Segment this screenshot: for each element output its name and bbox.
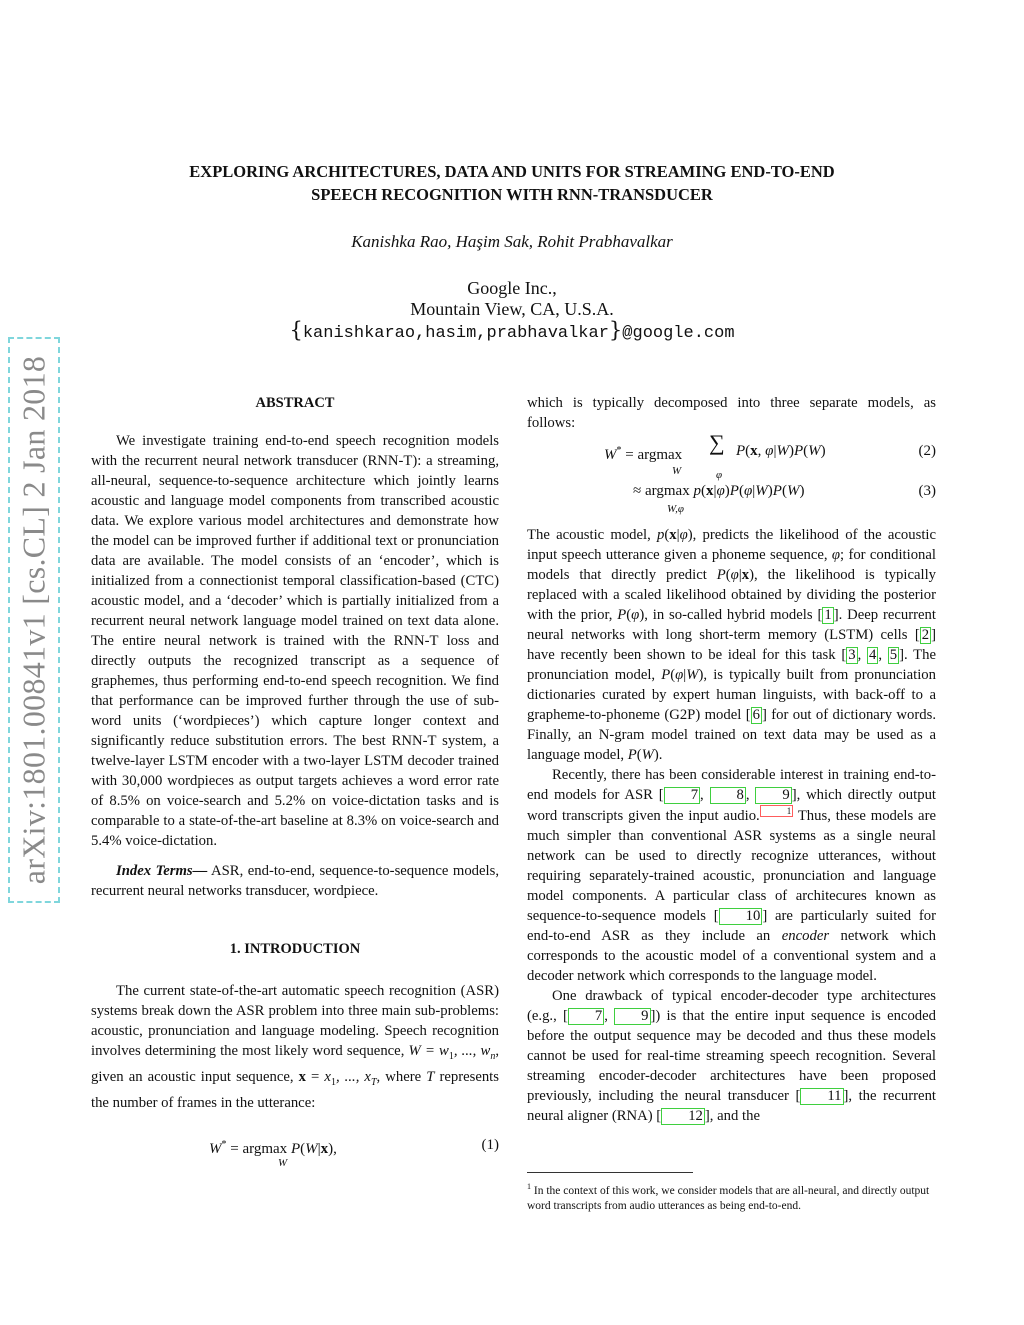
intro-text-b: , given an acoustic input sequence, [91,1043,499,1085]
citation-10[interactable]: 10 [719,908,763,925]
citation-4[interactable]: 4 [869,647,877,663]
title-line-2: SPEECH RECOGNITION WITH RNN-TRANSDUCER [311,185,713,204]
intro-text-c: , where [376,1068,427,1085]
eq1-number: (1) [481,1136,499,1153]
r2d: are particularly suited for end-to-end ASR as they include an [527,907,936,944]
r2b: , which directly output word transcripts given the input audio. [527,787,936,824]
index-terms-text: ASR, end-to-end, sequence-to-sequence models, recurrent neural networks transducer, wordpiece. [91,863,499,899]
footnote [527,1179,937,1214]
footnote-text: In the context of this work, we consider models that are all-neural, and directly output word transcripts from audio utterances as being end-to-end. [527,1184,930,1212]
r1c: ; for conditional models that directly predict [527,547,936,583]
paper-title [90,160,934,206]
right-para-1: The acoustic model, p(x|φ), predicts the likelihood of the acoustic input speech utterance given a phoneme sequence, φ; for conditional models that directly predict P(φ|x), the likelihood is typically replaced with a scaled likelihood obtained by dividing the posterior with the prior, P(φ), in so-called hybrid models [ 1 ]. Deep recurrent neural networks with long short-term memory (LSTM) cells [ 2 ] have recently been shown to be ideal for this task [ 3 , 4 , 5 ]. The pronunciation model, P(φ|W), is typically built from pronunciation dictionaries curated by expert human linguists, with back-off to a grapheme-to-phoneme (G2P) model [ 6 ] for out of dictionary words. Finally, an N-gram model trained on text data may be used as a language model, P(W). [527,527,937,763]
right-para-3: One drawback of typical encoder-decoder type architectures (e.g., [ 7 , 9 ]) is that the entire input sequence is encoded before the output sequence may be decoded and thus these models cannot be used for real-time streaming speech recognition. Several streaming encoder-decoder architectures have been proposed previously, including the neural transducer [ 11 ], the recurrent neural aligner (RNA) [ 12 ], and the [527,987,937,1124]
r1g: have recently been shown to be ideal for this task [527,647,842,663]
email-domain: @google.com [622,324,735,343]
r1b: , predicts the likelihood of the acoustic input speech utterance given a phoneme sequence, [527,527,936,563]
equation-1: W* = argmax P(W|x), W (1) [209,1136,499,1169]
email-line [90,320,934,344]
citation-11[interactable]: 11 [800,1088,843,1105]
r1a: The acoustic model, [527,527,658,543]
intro-text-a: The current state-of-the-art automatic speech recognition (ASR) systems break down the ASR problem into three main sub-problems: acoustic, pronunciation and language modeling. Speech recognition involves determining the most likely word sequence, [91,983,499,1059]
citation-7[interactable]: 7 [664,787,700,804]
r1f: . Deep recurrent neural networks with long short-term memory (LSTM) cells [527,607,936,643]
right-para-0: which is typically decomposed into three separate models, as follows: [527,395,936,431]
r1i: , is typically built from pronunciation dictionaries curated by expert human linguists, with back-off to a grapheme-to-phoneme (G2P) model [527,667,936,723]
email-brace-close: } [608,318,623,342]
citation-6[interactable]: 6 [752,707,760,723]
equation-2: W* = argmax ∑ P(x, φ|W)P(W) W φ (2) [604,430,936,481]
affiliation-org: Google Inc., [467,278,557,298]
arxiv-stamp [8,337,60,903]
citation-9[interactable]: 9 [755,787,791,804]
math-w-eq: W = w [408,1043,449,1059]
intro-paragraph: The current state-of-the-art automatic speech recognition (ASR) systems break down the ASR problem into three main sub-problems: acoustic, pronunciation and language modeling. Speech recognition involves determining the most likely word sequence, $W = w_1$, ..., $w_n$, given an acoustic input sequence, $x = x_1$, ..., $x_T$, where T represents the number of frames in the utterance: [91,983,499,1111]
citation-1[interactable]: 1 [824,607,832,623]
r1e: , in so-called hybrid models [644,607,818,623]
r2enc: encoder [781,927,830,944]
equation-3: ≈ argmax p(x|φ)P(φ|W)P(W) W,φ (3) [633,483,936,515]
r2c: Thus, these models are much simpler than conventional ASR systems as a single neural network can be used to directly recognize utterances, without requiring separately-trained acoustic, pronunciation and language model components. A particular class of architecures known as sequence-to-sequence models [527,807,936,924]
r3c: , the recurrent neural aligner (RNA) [527,1087,936,1124]
affiliation [90,278,934,344]
arxiv-id: arXiv:1801.00841v1 [cs.CL] 2 Jan 2018 [15,355,52,885]
citation-5[interactable]: 5 [889,647,898,663]
footnote-rule [527,1172,693,1173]
email-brace-open: { [289,318,303,342]
index-terms-label: Index Terms— [116,863,208,879]
abstract-text: We investigate training end-to-end speech recognition models with the recurrent neural network transducer (RNN-T): a streaming, all-neural, sequence-to-sequence architecture which jointly learns acoustic and language model components from transcribed acoustic data. We explore various model architectures and demonstrate how the model can be improved further if additional text or pronunciation data are available. The model consists of an ‘encoder’, which is initialized from a connectionist temporal classification-based (CTC) acoustic model, and a ‘decoder’ which is partially initialized from a recurrent neural network language model trained on text data alone. The entire neural network is trained with the RNN-T loss and directly outputs the recognized transcript as a sequence of graphemes, thus performing end-to-end speech recognition. We find that performance can be improved further through the use of sub-word units (‘wordpieces’) which capture longer context and significantly reduce substitution errors. The best RNN-T system, a twelve-layer LSTM encoder with a two-layer LSTM decoder trained with 30,000 wordpieces as output targets achieves a word error rate of 8.5% on voice-search and 5.2% on voice-dictation tasks and is comparable to a state-of-the-art baseline at 8.3% on voice-search and 5.4% voice-dictation. [91,433,499,849]
title-line-1: EXPLORING ARCHITECTURES, DATA AND UNITS FOR STREAMING END-TO-END [189,162,835,181]
citation-9b[interactable]: 9 [614,1008,650,1025]
right-para-2: Recently, there has been considerable interest in training end-to-end models for ASR [ 7 , 8 , 9 ], which directly output word transcripts given the input audio. 1 Thus, these models are much simpler than conventional ASR systems as a single neural network can be used to directly recognize utterances, without requiring separately-trained acoustic, pronunciation and language model components. A particular class of architecures known as sequence-to-sequence models [ 10 ] are particularly suited for end-to-end ASR as they include an encoder network which corresponds to the acoustic model of a conventional system and a decoder network which corresponds to the language model. [527,767,936,984]
intro-text-d: represents the number of frames in the utterance: [91,1068,499,1111]
r1j: for out of dictionary words. Finally, an N-gram model trained on text data may be used as a language model, [527,707,937,763]
r3a: One drawback of typical encoder-decoder type architectures (e.g., [527,987,936,1024]
eq1-argmax: argmax [242,1140,288,1157]
citation-2[interactable]: 2 [921,627,930,643]
r3b: ) is that the entire input sequence is encoded before the output sequence may be decoded and thus these models cannot be used for real-time streaming speech recognition. Several streaming encoder-decoder architectures have been proposed previously, including the neural transducer [527,1007,937,1104]
r3d: , and the [709,1107,760,1124]
index-terms [91,861,499,901]
citation-7b[interactable]: 7 [568,1008,604,1025]
eq3-argmax: argmax [644,483,690,499]
right-column [527,393,936,1126]
eq3-number: (3) [918,483,936,499]
eq2-argmax: argmax [637,447,683,463]
author-list: Kanishka Rao, Haşim Sak, Rohit Prabhavalkar [351,232,673,251]
r1d: , the likelihood is typically replaced with a scaled likelihood obtained by dividing the posterior with the prior, [527,567,936,623]
footnote-mark: 1 [527,1182,531,1191]
footnote-ref-1[interactable]: 1 [760,805,794,817]
r1h: . The pronunciation model, [527,647,937,683]
left-column [91,393,499,1181]
r2e: network which corresponds to the acoustic model of a conventional system and a decoder network which corresponds to the language model. [527,927,936,984]
email-users: kanishkarao,hasim,prabhavalkar [302,324,609,343]
citation-12[interactable]: 12 [661,1108,705,1125]
citation-3[interactable]: 3 [848,647,856,663]
eq2-number: (2) [918,443,936,459]
abstract-heading: ABSTRACT [255,395,335,411]
affiliation-location: Mountain View, CA, U.S.A. [410,299,614,319]
citation-8[interactable]: 8 [710,787,746,804]
intro-heading: 1. INTRODUCTION [229,941,361,957]
r2a: Recently, there has been considerable interest in training end-to-end models for ASR [527,767,936,803]
